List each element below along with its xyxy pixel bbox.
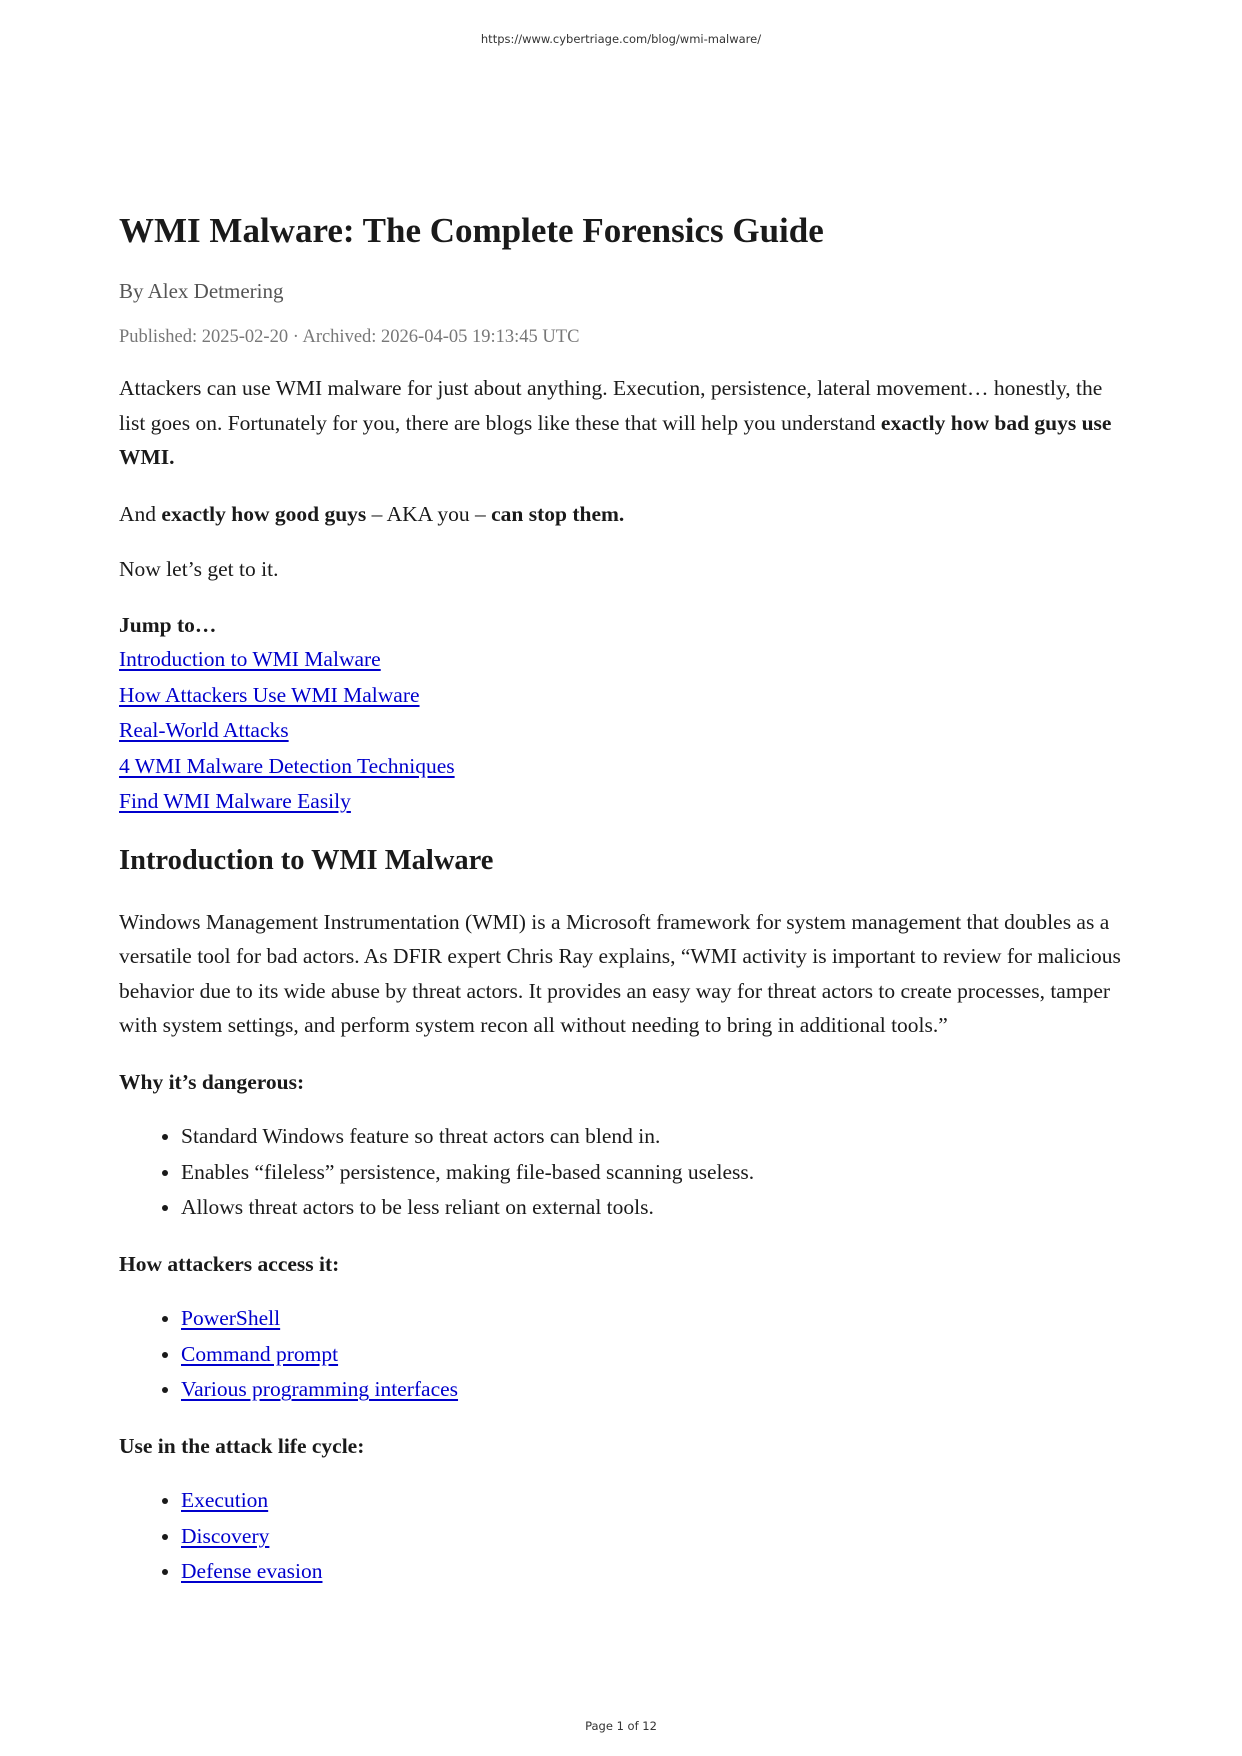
link-command-prompt[interactable]: Command prompt (181, 1341, 339, 1366)
link-powershell[interactable]: PowerShell (181, 1306, 281, 1331)
article-title: WMI Malware: The Complete Forensics Guide (119, 211, 824, 250)
intro-p2-text-a: And (119, 501, 162, 526)
list-item (181, 1483, 1129, 1519)
list-item: • Standard Windows feature so threat actors can blend in. (181, 1119, 1129, 1155)
intro-paragraph-1 (119, 371, 1129, 475)
lifecycle-label-text: Use in the attack life cycle: (119, 1433, 365, 1458)
publish-meta: Published: 2025-02-20 · Archived: 2026-04-05 19:13:45 UTC (119, 327, 580, 348)
jump-link-find-easily[interactable]: Find WMI Malware Easily (119, 789, 351, 814)
intro-p2-bold-1: exactly how good guys (161, 501, 367, 526)
list-item (181, 1301, 1129, 1337)
link-programming-interfaces[interactable]: Various programming interfaces (181, 1377, 459, 1402)
article (119, 210, 1129, 1611)
jump-link-introduction[interactable]: Introduction to WMI Malware (119, 647, 381, 672)
access-label-text: How attackers access it: (119, 1251, 340, 1276)
list-item (181, 1519, 1129, 1555)
jump-to-nav (119, 608, 1129, 820)
list-item (181, 1554, 1129, 1590)
jump-link-real-world[interactable]: Real-World Attacks (119, 718, 289, 743)
lifecycle-label (119, 1429, 1129, 1464)
intro-paragraph-3: Now let’s get to it. (119, 557, 279, 582)
intro-p2-text-b: – AKA you – (366, 501, 492, 526)
list-item: • Enables “fileless” persistence, making file-based scanning useless. (181, 1155, 1129, 1191)
dangerous-label-text: Why it’s dangerous: (119, 1069, 305, 1094)
section-heading-introduction: Introduction to WMI Malware (119, 844, 494, 876)
section-intro-paragraph: Windows Management Instrumentation (WMI) is a Microsoft framework for system management that doubles as a versatile tool for bad actors. As DFIR expert Chris Ray explains, “WMI activity is important to review for malicious behavior due to its wide abuse by threat actors. It provides an easy way for threat actors to create processes, tamper with system settings, and perform system recon all without needing to bring in additional tools.” (119, 909, 1121, 1038)
access-list (119, 1301, 1129, 1408)
jump-link-how-attackers[interactable]: How Attackers Use WMI Malware (119, 682, 420, 707)
list-item (181, 1372, 1129, 1408)
dangerous-label (119, 1065, 1129, 1100)
jump-link-detection[interactable]: 4 WMI Malware Detection Techniques (119, 753, 455, 778)
intro-paragraph-2 (119, 497, 1129, 532)
page-number: Page 1 of 12 (585, 1719, 657, 1733)
link-discovery[interactable]: Discovery (181, 1523, 270, 1548)
byline: By Alex Detmering (119, 279, 284, 303)
intro-text: Attackers can use WMI malware for just about anything. Execution, persistence, lateral movement… honestly, the list goes on. Fortunately for you, there are blogs like these that will help you understand (119, 376, 1103, 435)
intro-bold: exactly how bad guys use WMI. (119, 410, 1112, 470)
list-item: • Allows threat actors to be less reliant on external tools. (181, 1190, 1129, 1226)
jump-to-label: Jump to… (119, 612, 217, 637)
list-item (181, 1337, 1129, 1373)
link-execution[interactable]: Execution (181, 1488, 269, 1513)
dangerous-list (119, 1119, 1129, 1226)
intro-p2-bold-2: can stop them. (491, 501, 625, 526)
lifecycle-list (119, 1483, 1129, 1590)
access-label (119, 1247, 1129, 1282)
link-defense-evasion[interactable]: Defense evasion (181, 1559, 323, 1584)
page-url: https://www.cybertriage.com/blog/wmi-malware/ (480, 32, 762, 46)
